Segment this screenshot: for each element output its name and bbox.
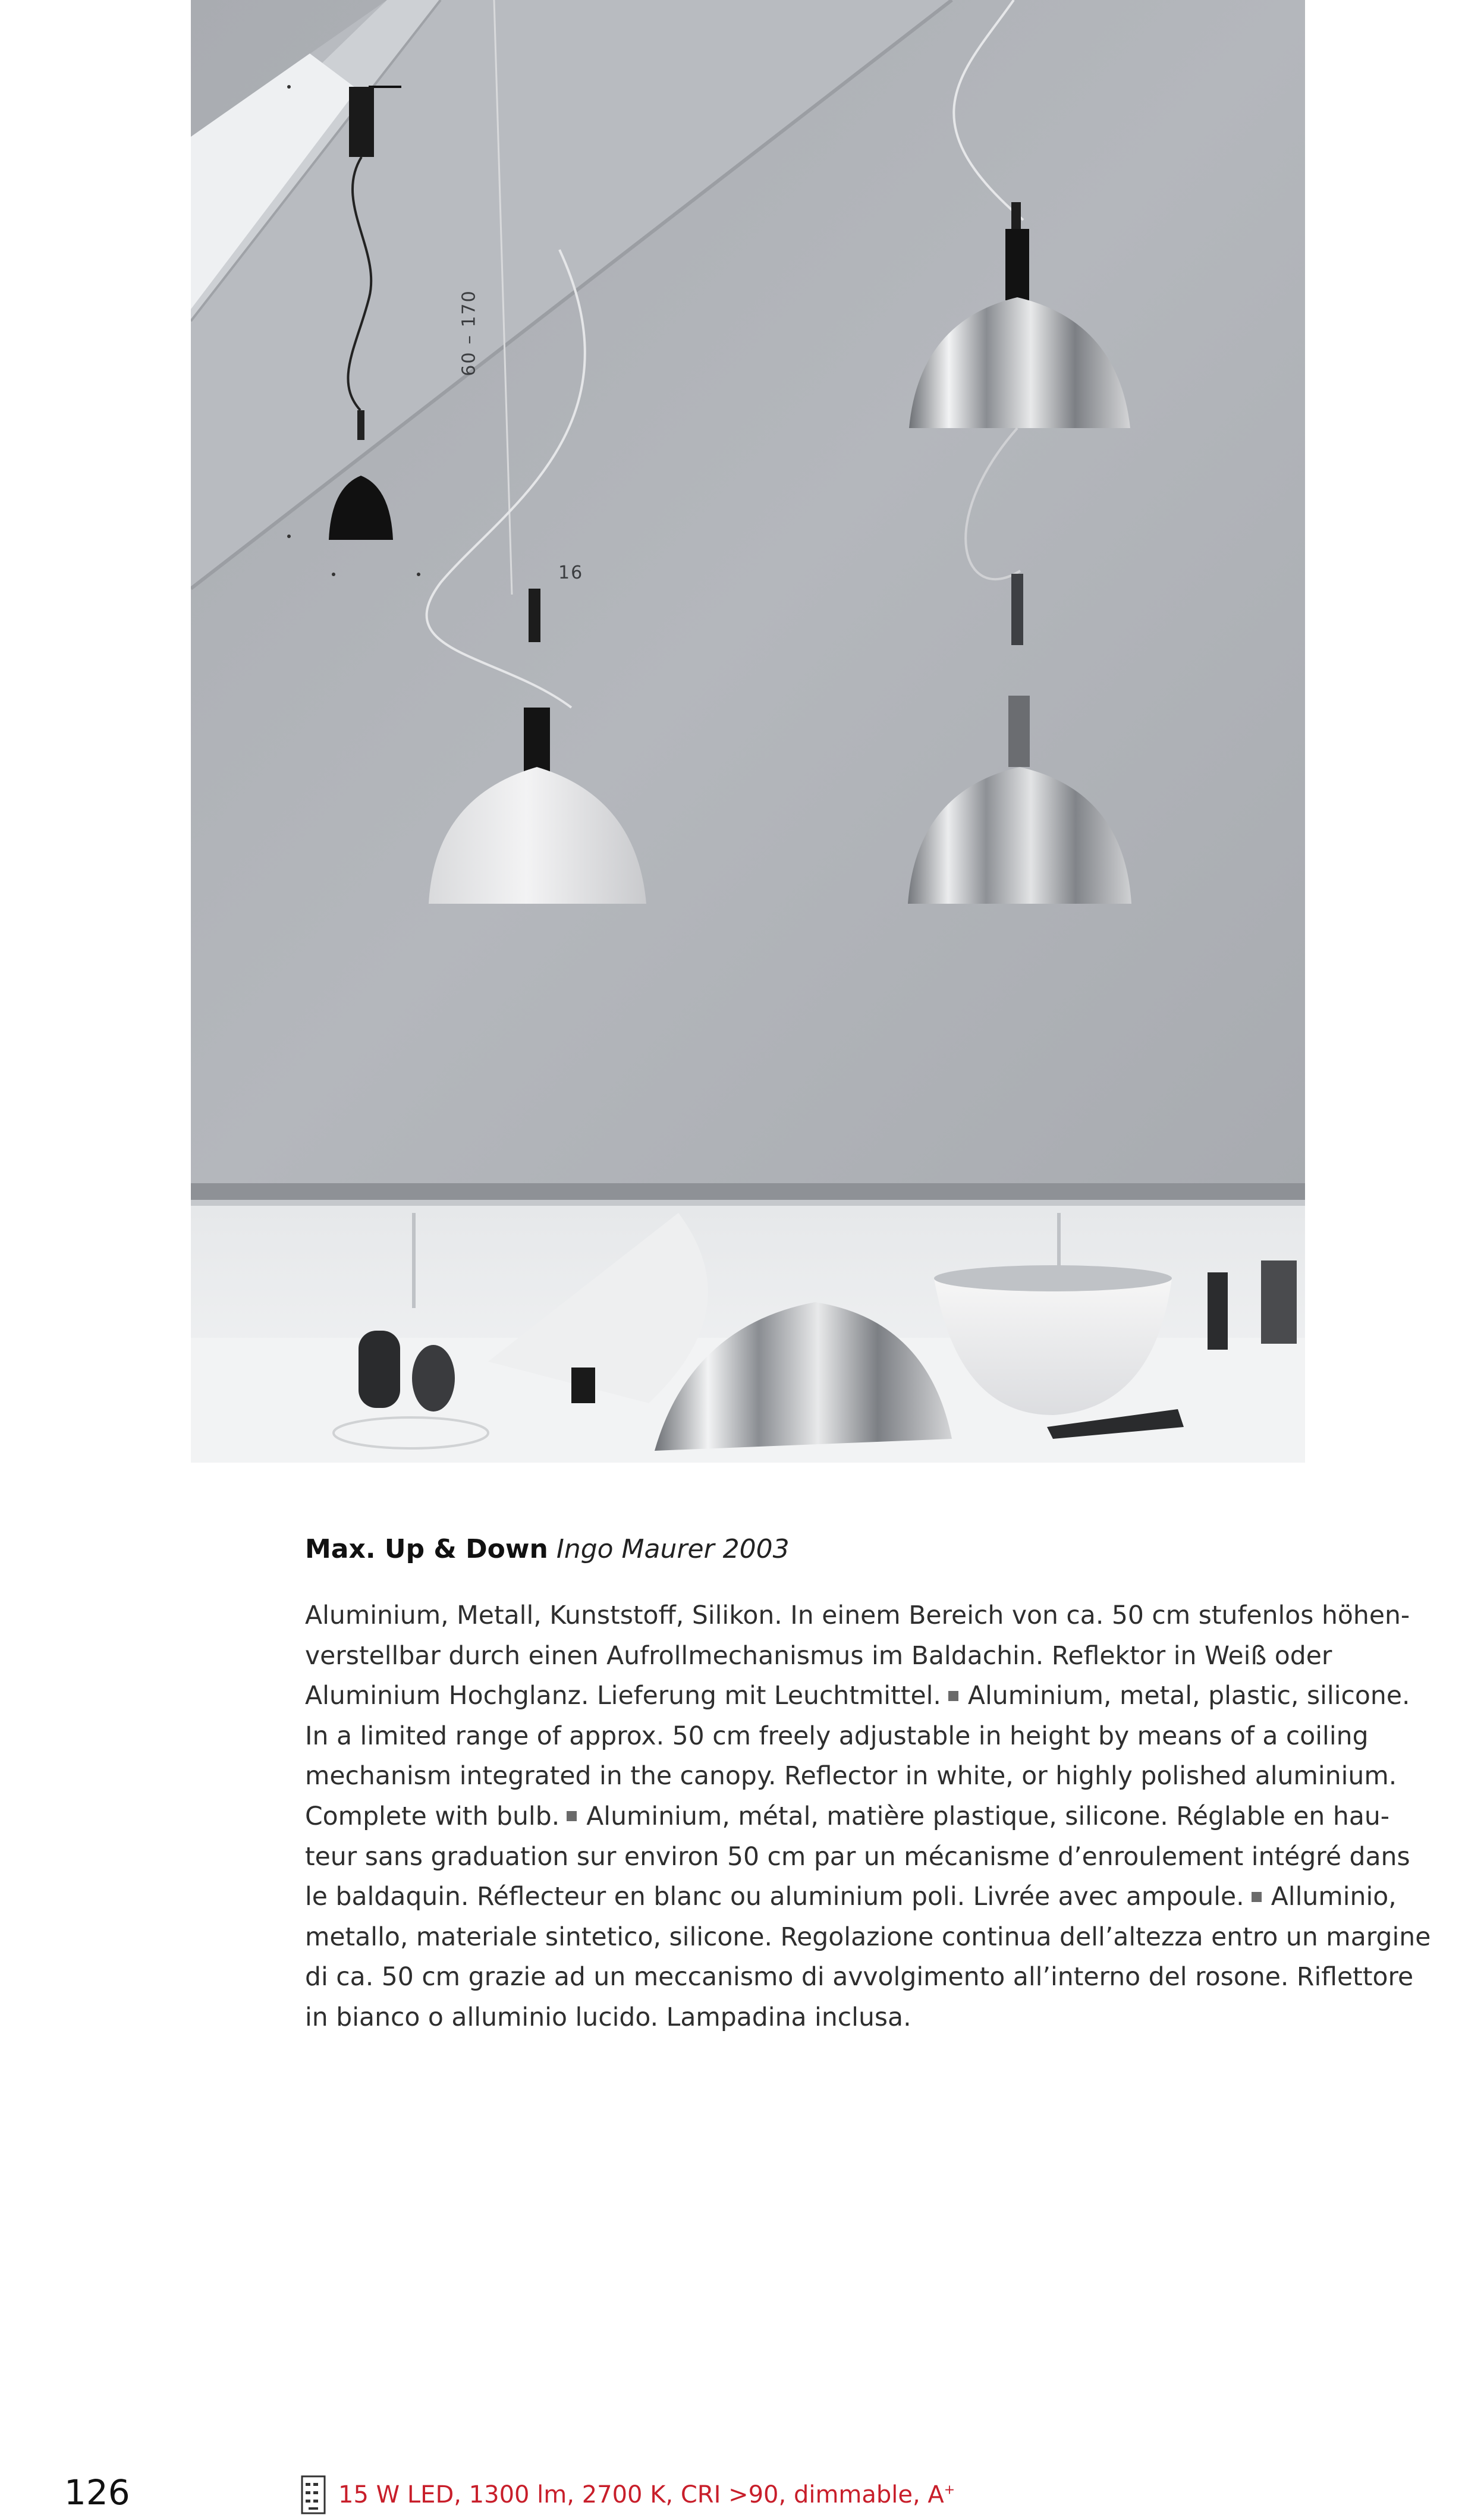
page-number: 126: [64, 2472, 130, 2513]
description-line: teur sans graduation sur environ 50 cm par un mécanisme d’enroulement intégré dans: [305, 1842, 1410, 1872]
description-text: Complete with bulb.: [305, 1802, 560, 1831]
product-photo: [191, 0, 1305, 1463]
description-line: [305, 1676, 1410, 1717]
description-line: in bianco o alluminio lucido. Lampadina inclusa.: [305, 2003, 911, 2032]
description-text: Alluminio,: [1271, 1882, 1397, 1912]
description-line: In a limited range of approx. 50 cm freely adjustable in height by means of a coiling: [305, 1721, 1369, 1751]
description-line: [305, 1797, 1390, 1837]
description-text: Aluminium, metal, plastic, silicone.: [967, 1681, 1410, 1711]
description-text: le baldaquin. Réflecteur en blanc ou aluminium poli. Livrée avec ampoule.: [305, 1882, 1244, 1912]
designer-year: Ingo Maurer 2003: [556, 1534, 790, 1564]
description-line: Aluminium, Metall, Kunststoff, Silikon. In einem Bereich von ca. 50 cm stufenlos höhen-: [305, 1601, 1410, 1630]
spec-row: [300, 2475, 955, 2515]
description-line: di ca. 50 cm grazie ad un meccanismo di avvolgimento all’interno del rosone. Riflettore: [305, 1963, 1414, 1992]
description-line: [305, 1877, 1397, 1917]
description-text: Aluminium Hochglanz. Lieferung mit Leuchtmittel.: [305, 1681, 941, 1711]
description-line: metallo, materiale sintetico, silicone. Regolazione continua dell’altezza entro un margine: [305, 1922, 1431, 1952]
spec-superscript: +: [944, 2482, 955, 2498]
pendant-lamps-photo: [191, 0, 1305, 1463]
square-bullet-icon: [948, 1691, 958, 1701]
description-line: mechanism integrated in the canopy. Reflector in white, or highly polished aluminium.: [305, 1762, 1397, 1791]
product-heading: [305, 1533, 790, 1566]
square-bullet-icon: [1252, 1892, 1262, 1902]
description-text: Aluminium, métal, matière plastique, silicone. Réglable en hau-: [586, 1802, 1390, 1831]
diameter-dimension-label: 16: [558, 562, 584, 583]
description-line: verstellbar durch einen Aufrollmechanismus im Baldachin. Reflektor in Weiß oder: [305, 1641, 1332, 1671]
spec-value: 15 W LED, 1300 lm, 2700 K, CRI >90, dimmable, A: [338, 2481, 944, 2508]
height-dimension-label: 60 – 170: [458, 290, 480, 376]
product-description: [305, 1596, 1431, 2038]
product-name: Max. Up & Down: [305, 1534, 548, 1564]
led-bulb-icon: [300, 2475, 326, 2515]
spec-text: [338, 2481, 955, 2508]
square-bullet-icon: [567, 1811, 577, 1821]
